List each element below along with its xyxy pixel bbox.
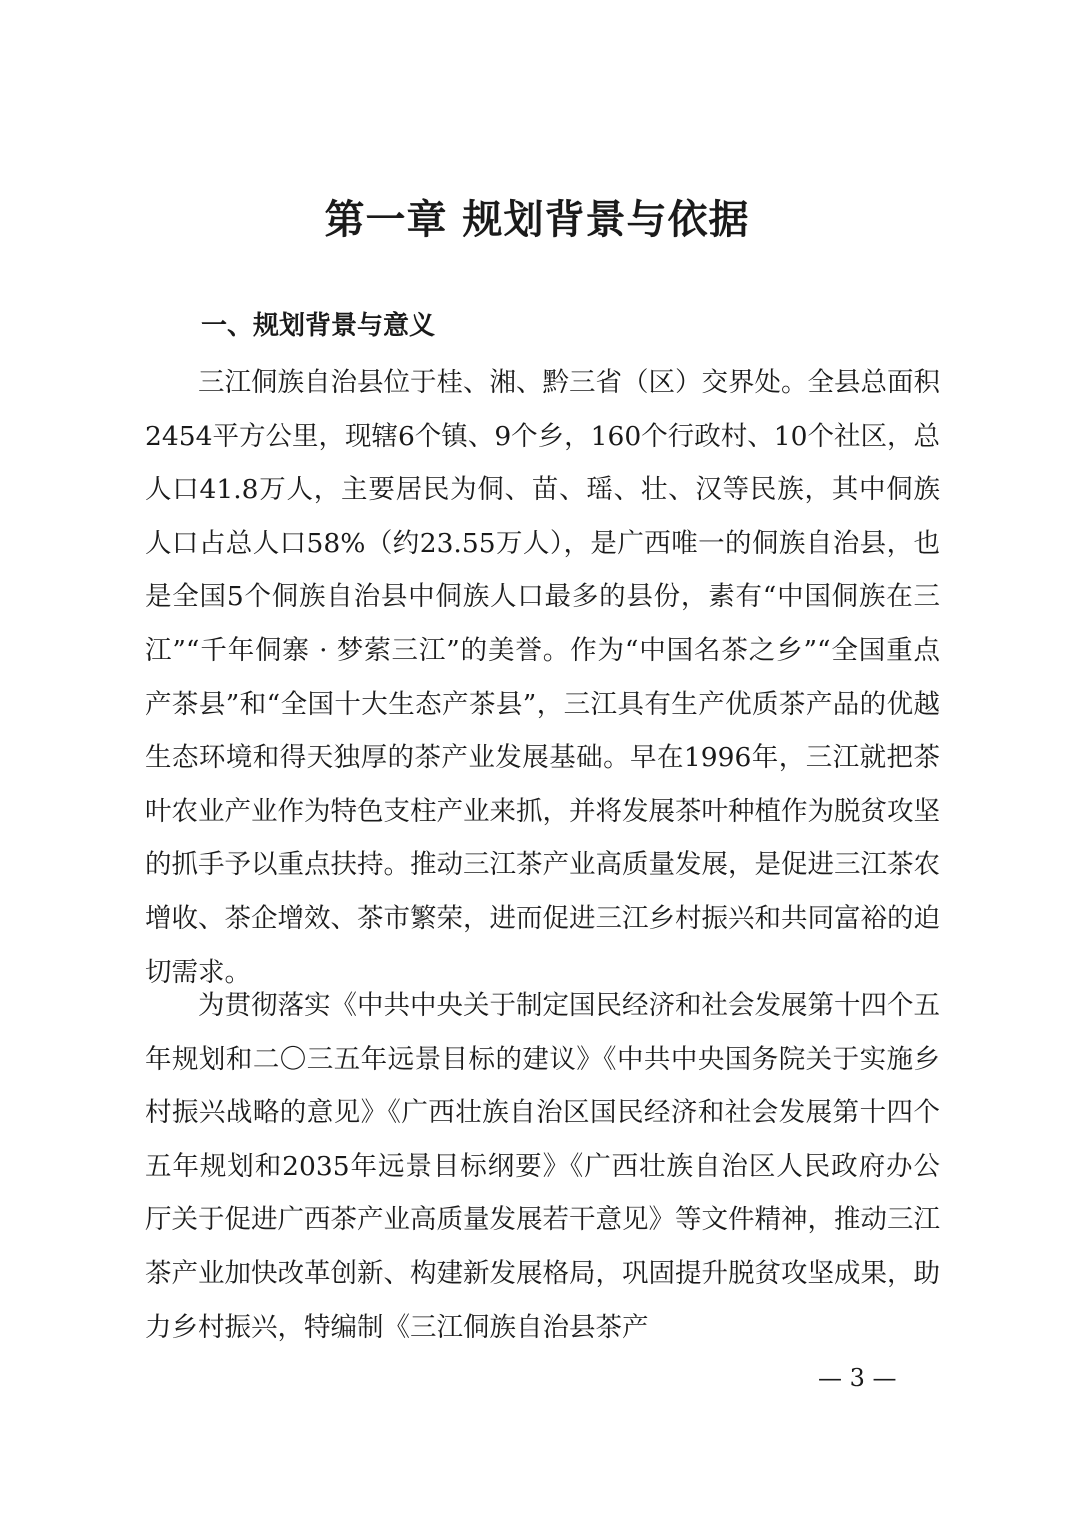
body-paragraph: 三江侗族自治县位于桂、湘、黔三省（区）交界处。全县总面积2454平方公里，现辖6个镇、9个乡，160个行政村、10个社区，总人口41.8万人，主要居民为侗、苗、瑶、壮、汉等民族，其中侗族人口占总人口58%（约23.55万人），是广西唯一的侗族自治县，也是全国5个侗族自治县中侗族人口最多的县份，素有“中国侗族在三江”“千年侗寨 · 梦萦三江”的美誉。作为“中国名茶之乡”“全国重点产茶县”和“全国十大生态产茶县”，三江具有生产优质茶产品的优越生态环境和得天独厚的茶产业发展基础。早在1996年，三江就把茶叶农业产业作为特色支柱产业来抓，并将发展茶叶种植作为脱贫攻坚的抓手予以重点扶持。推动三江茶产业高质量发展，是促进三江茶农增收、茶企增效、茶市繁荣，进而促进三江乡村振兴和共同富裕的迫切需求。 (145, 367, 940, 988)
section-heading: 一、规划背景与意义 (201, 311, 436, 341)
page-number: — 3 — (818, 1364, 897, 1392)
chapter-title: 第一章 规划背景与依据 (324, 196, 750, 243)
body-paragraph: 为贯彻落实《中共中央关于制定国民经济和社会发展第十四个五年规划和二〇三五年远景目标的建议》《中共中央国务院关于实施乡村振兴战略的意见》《广西壮族自治区国民经济和社会发展第十四个五年规划和2035年远景目标纲要》《广西壮族自治区人民政府办公厅关于促进广西茶产业高质量发展若干意见》等文件精神，推动三江茶产业加快改革创新、构建新发展格局，巩固提升脱贫攻坚成果，助力乡村振兴，特编制《三江侗族自治县茶产 (145, 990, 940, 1343)
